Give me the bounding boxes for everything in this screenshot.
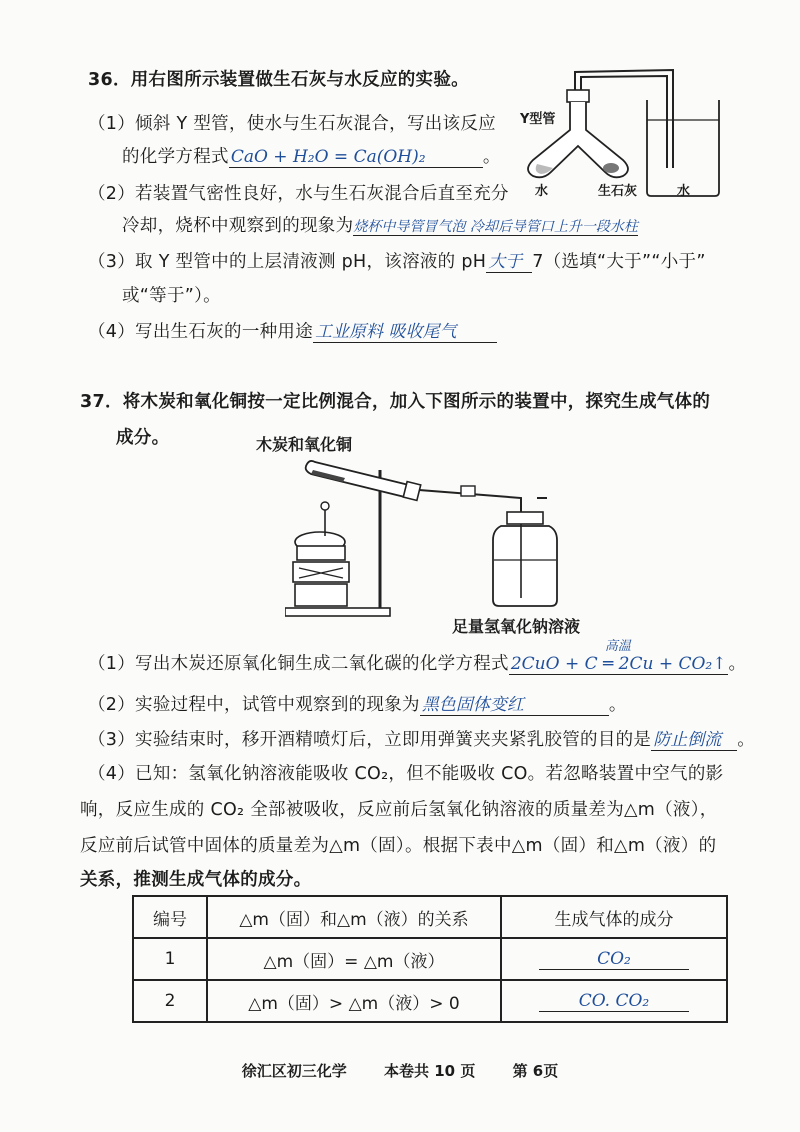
row-answer-cell bbox=[501, 938, 727, 980]
q37-part2-answer: 黑色固体变红 bbox=[420, 690, 609, 716]
row-number: 2 bbox=[133, 980, 207, 1022]
q36-part3-label: （3）取 Y 型管中的上层清液测 pH，该溶液的 pH bbox=[88, 252, 487, 272]
table-row bbox=[133, 980, 727, 1022]
page-footer bbox=[0, 1060, 800, 1081]
q36-part1-line1: （1）倾斜 Y 型管，使水与生石灰混合，写出该反应 bbox=[88, 114, 496, 134]
table-header-row bbox=[133, 896, 727, 938]
row-relation: △m（固）> △m（液）> 0 bbox=[207, 980, 501, 1022]
q36-part4 bbox=[88, 317, 497, 343]
q37-part3 bbox=[88, 725, 755, 751]
q36-part3-answer: 大于 bbox=[486, 247, 532, 273]
q37-part1-condition: 高温 bbox=[604, 639, 631, 654]
table-header: △m（固）和△m（液）的关系 bbox=[207, 896, 501, 938]
footer-page-number: 第 6页 bbox=[512, 1062, 559, 1080]
table-header: 编号 bbox=[133, 896, 207, 938]
water-right-label: 水 bbox=[677, 184, 691, 199]
y-tube-label: Y型管 bbox=[520, 112, 556, 127]
footer-district: 徐汇区初三化学 bbox=[241, 1062, 347, 1080]
q37-part4-line4: 关系，推测生成气体的成分。 bbox=[80, 870, 312, 890]
q36-part2-line1: （2）若装置气密性良好，水与生石灰混合后直至充分 bbox=[88, 184, 509, 204]
footer-total-pages: 本卷共 10 页 bbox=[384, 1062, 476, 1080]
gas-composition-table bbox=[132, 895, 728, 1023]
q37-part1-answer bbox=[509, 639, 729, 675]
q36-part3-line1 bbox=[88, 247, 706, 273]
q36-part1-answer: CaO + H₂O = Ca(OH)₂ bbox=[229, 147, 483, 168]
q37-stem-line1: 37．将木炭和氧化铜按一定比例混合，加入下图所示的装置中，探究生成气体的 bbox=[80, 392, 711, 412]
row-number: 1 bbox=[133, 938, 207, 980]
table-header: 生成气体的成分 bbox=[501, 896, 727, 938]
period: 。 bbox=[482, 147, 501, 167]
q36-part4-answer: 工业原料 吸收尾气 bbox=[313, 317, 497, 343]
q37-part1 bbox=[88, 639, 747, 675]
q37-part3-answer: 防止倒流 bbox=[651, 725, 737, 751]
q37-part4-line1: （4）已知：氢氧化钠溶液能吸收 CO₂，但不能吸收 CO。若忽略装置中空气的影 bbox=[88, 764, 724, 784]
q36-part1-label: 的化学方程式 bbox=[122, 147, 229, 167]
q37-part2-label: （2）实验过程中，试管中观察到的现象为 bbox=[88, 695, 420, 715]
q36-part2-answer: 烧杯中导管冒气泡 冷却后导管口上升一段水柱 bbox=[353, 219, 638, 235]
row-answer: CO₂ bbox=[539, 949, 689, 970]
q37-part1-equation: 2CuO + C ═ 2Cu + CO₂↑ bbox=[510, 654, 727, 674]
q36-part3-hint: 7（选填“大于”“小于” bbox=[532, 252, 706, 272]
q36-part2-line2 bbox=[122, 212, 638, 237]
period: 。 bbox=[728, 654, 747, 674]
row-relation: △m（固）= △m（液） bbox=[207, 938, 501, 980]
quicklime-label: 生石灰 bbox=[598, 184, 638, 199]
period: 。 bbox=[608, 695, 627, 715]
water-left-label: 水 bbox=[535, 184, 549, 199]
q36-part2-label: 冷却，烧杯中观察到的现象为 bbox=[122, 216, 354, 236]
q37-part1-label: （1）写出木炭还原氧化铜生成二氧化碳的化学方程式 bbox=[88, 654, 509, 674]
q37-part4-line3: 反应前后试管中固体的质量差为△m（固）。根据下表中△m（固）和△m（液）的 bbox=[80, 836, 717, 856]
q37-part3-label: （3）实验结束时，移开酒精喷灯后，立即用弹簧夹夹紧乳胶管的目的是 bbox=[88, 730, 652, 750]
charcoal-reduction-apparatus-figure bbox=[285, 450, 565, 622]
q36-stem: 36．用右图所示装置做生石灰与水反应的实验。 bbox=[88, 70, 469, 90]
table-row bbox=[133, 938, 727, 980]
q37-part2 bbox=[88, 690, 627, 716]
naoh-solution-label: 足量氢氧化钠溶液 bbox=[452, 617, 581, 636]
q37-part4-line2: 响，反应生成的 CO₂ 全部被吸收，反应前后氢氧化钠溶液的质量差为△m（液）， bbox=[80, 800, 718, 820]
period: 。 bbox=[737, 730, 756, 750]
q36-part4-label: （4）写出生石灰的一种用途 bbox=[88, 322, 314, 342]
q37-stem-line2: 成分。 bbox=[116, 428, 170, 448]
q36-part3-line2: 或“等于”）。 bbox=[122, 286, 221, 306]
row-answer: CO. CO₂ bbox=[539, 991, 689, 1012]
row-answer-cell bbox=[501, 980, 727, 1022]
q36-part1-line2 bbox=[122, 143, 501, 168]
charcoal-copper-oxide-label: 木炭和氧化铜 bbox=[256, 435, 353, 454]
